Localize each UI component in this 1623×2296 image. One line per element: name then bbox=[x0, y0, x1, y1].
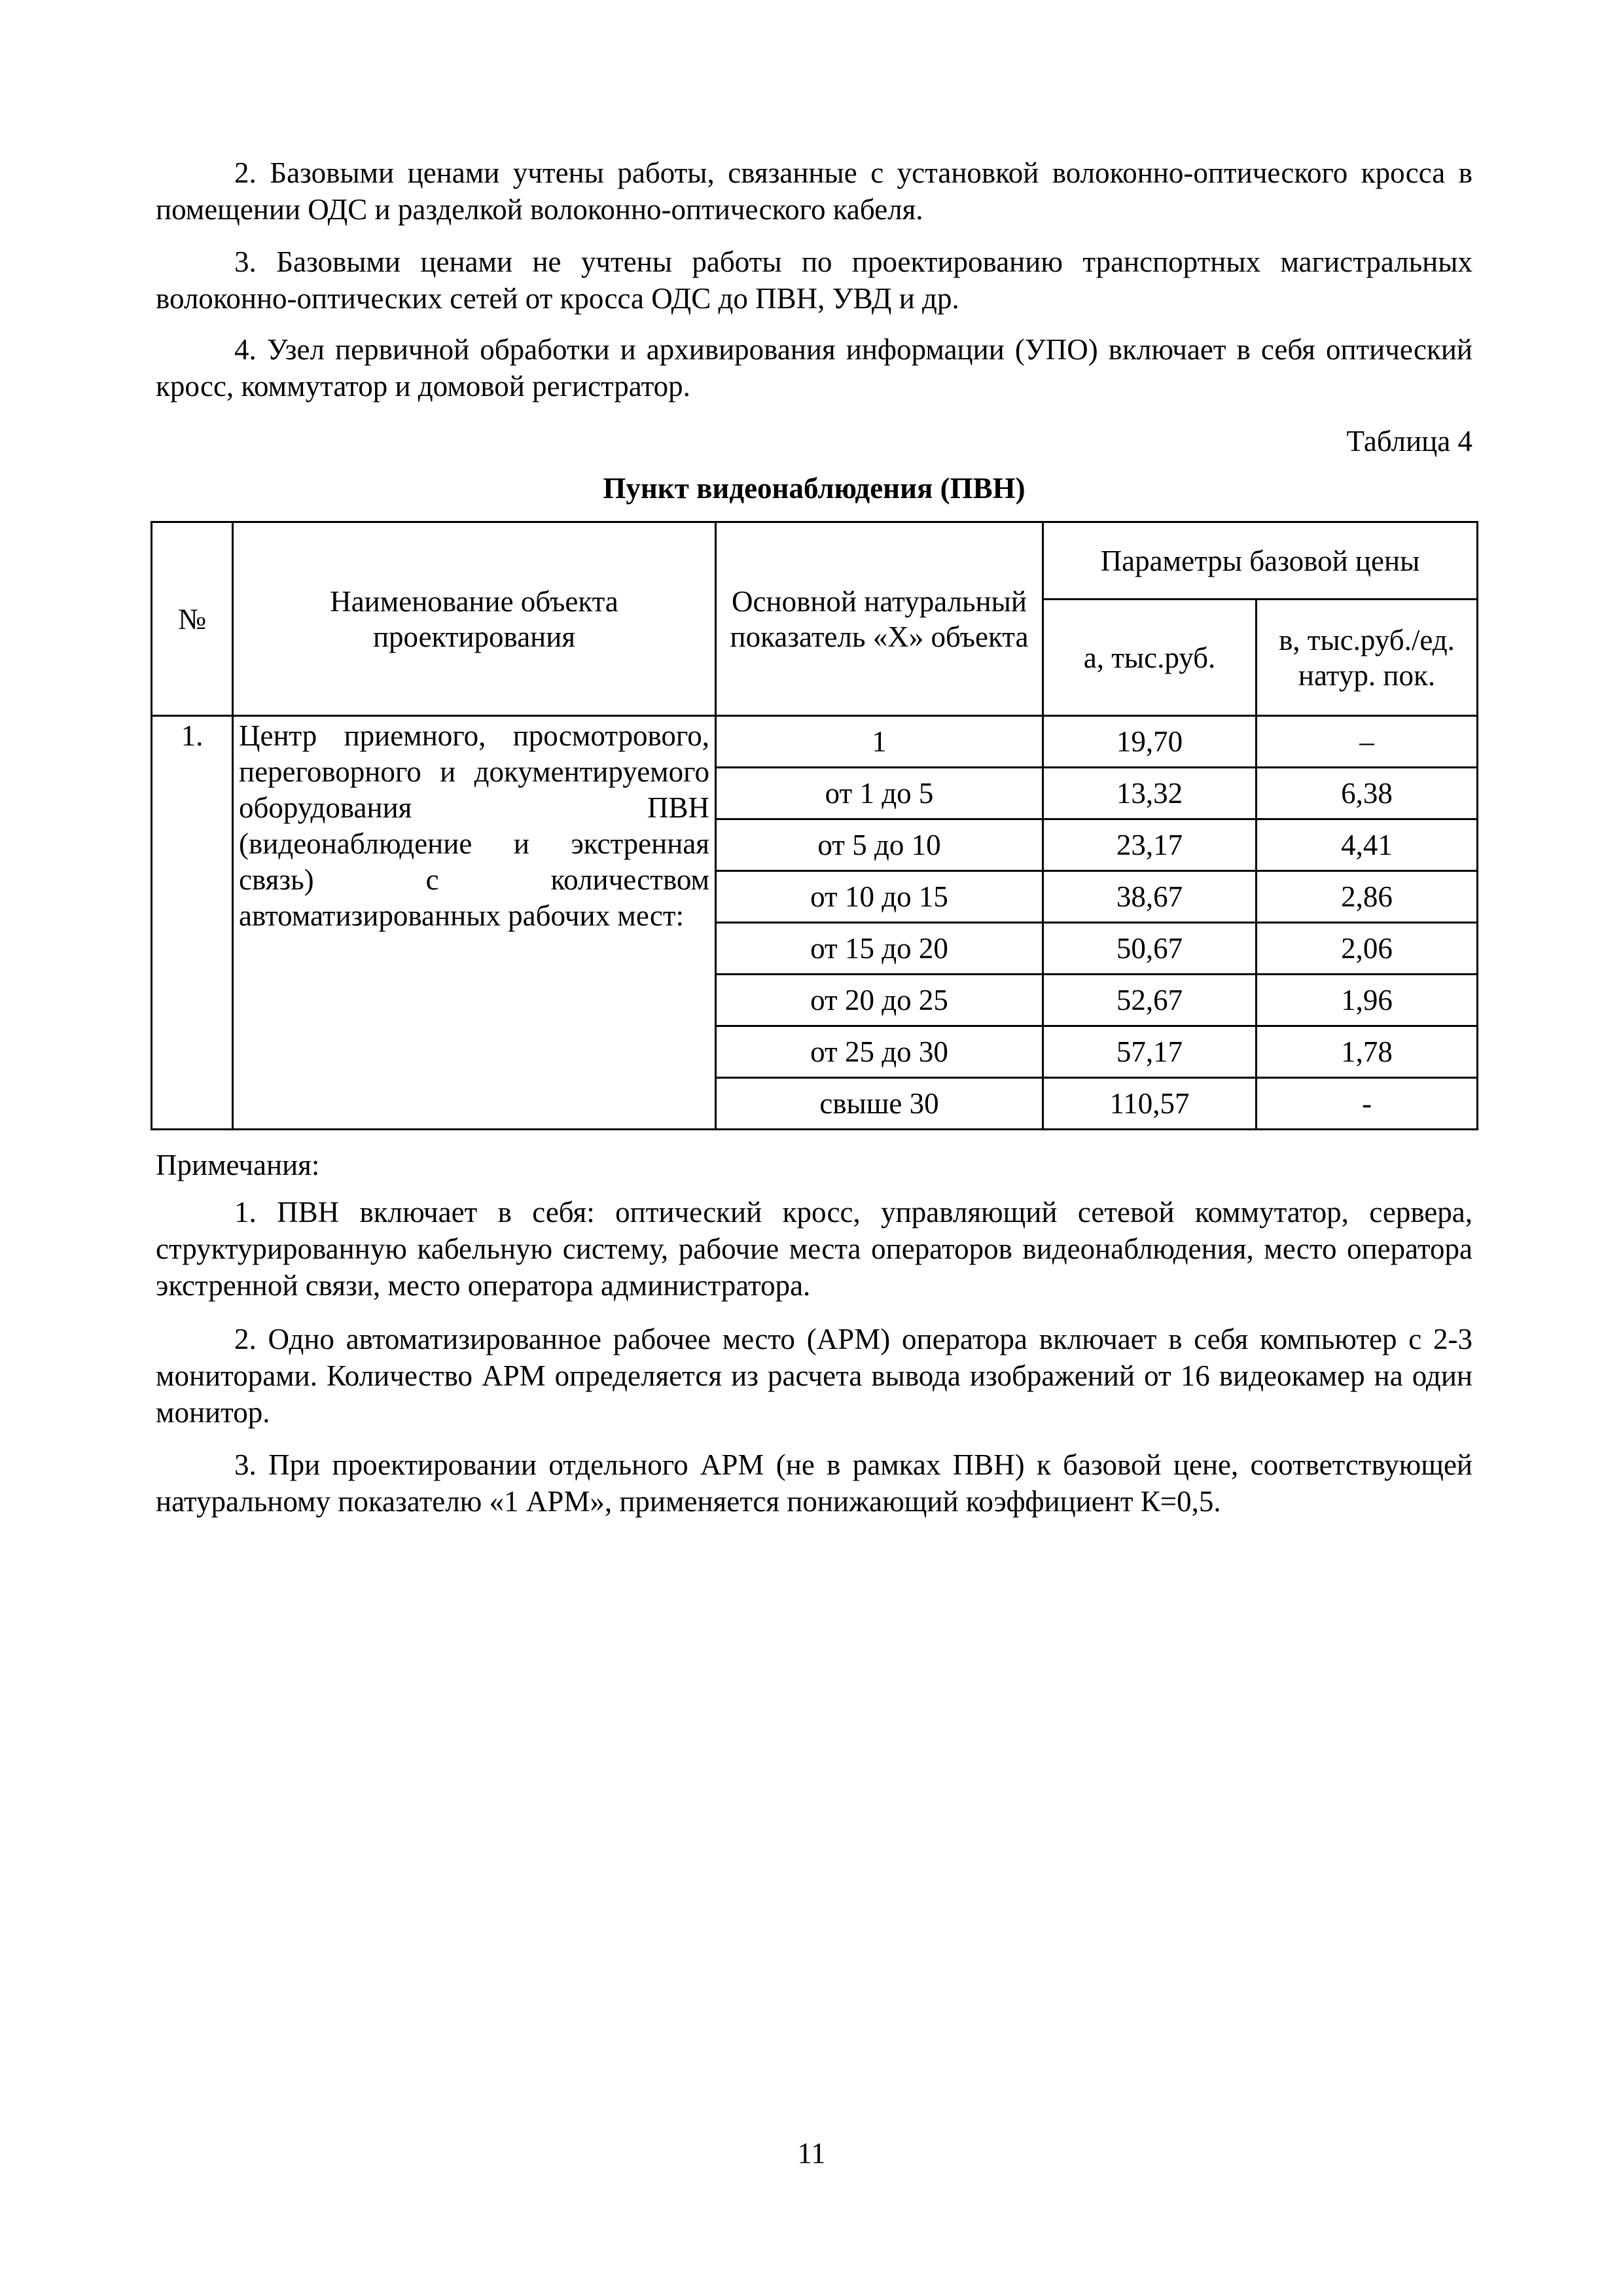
cell-indicator: от 5 до 10 bbox=[716, 819, 1043, 871]
table-header-row bbox=[152, 522, 1478, 600]
cell-param-b: 2,86 bbox=[1257, 871, 1478, 923]
page-number: 11 bbox=[797, 2137, 826, 2170]
cell-indicator: от 1 до 5 bbox=[716, 768, 1043, 819]
cell-param-b: 1,96 bbox=[1257, 975, 1478, 1026]
header-param-a: а, тыс.руб. bbox=[1043, 600, 1257, 716]
cell-param-a: 50,67 bbox=[1043, 923, 1257, 975]
cell-param-b: 4,41 bbox=[1257, 819, 1478, 871]
cell-param-b: – bbox=[1257, 716, 1478, 768]
cell-param-a: 19,70 bbox=[1043, 716, 1257, 768]
cell-param-b: 1,78 bbox=[1257, 1026, 1478, 1078]
cell-indicator: от 10 до 15 bbox=[716, 871, 1043, 923]
header-natural-indicator: Основной натуральный показатель «X» объекта bbox=[716, 522, 1043, 716]
paragraph-upo-node: 4. Узел первичной обработки и архивирования информации (УПО) включает в себя оптический кросс, коммутатор и домовой регистратор. bbox=[156, 333, 1472, 403]
notes-title: Примечания: bbox=[156, 1149, 320, 1181]
cell-indicator: от 20 до 25 bbox=[716, 975, 1043, 1026]
header-object-name: Наименование объекта проектирования bbox=[233, 522, 716, 716]
cell-param-b: 2,06 bbox=[1257, 923, 1478, 975]
note-3: 3. При проектировании отдельного АРМ (не в рамках ПВН) к базовой цене, соответствующей натуральному показателю «1 АРМ», применяется понижающий коэффициент К=0,5. bbox=[156, 1448, 1472, 1518]
table-row bbox=[152, 716, 1478, 768]
cell-indicator: от 15 до 20 bbox=[716, 923, 1043, 975]
table-number: Таблица 4 bbox=[1346, 425, 1472, 457]
item-name: Центр приемного, просмотрового, переговорного и документируемого оборудования ПВН (видеонаблюдение и экстренная связь) с количеством автоматизированных рабочих мест: bbox=[233, 716, 716, 1130]
paragraph-base-prices-excluded: 3. Базовыми ценами не учтены работы по проектированию транспортных магистральных волоконно-оптических сетей от кросса ОДС до ПВН, УВД и др. bbox=[156, 245, 1472, 315]
cell-indicator: свыше 30 bbox=[716, 1078, 1043, 1130]
cell-param-a: 110,57 bbox=[1043, 1078, 1257, 1130]
cell-param-a: 52,67 bbox=[1043, 975, 1257, 1026]
table-title: Пункт видеонаблюдения (ПВН) bbox=[603, 472, 1026, 505]
header-number: № bbox=[152, 522, 233, 716]
cell-param-b: - bbox=[1257, 1078, 1478, 1130]
cell-param-a: 13,32 bbox=[1043, 768, 1257, 819]
cell-param-a: 57,17 bbox=[1043, 1026, 1257, 1078]
note-1: 1. ПВН включает в себя: оптический кросс, управляющий сетевой коммутатор, сервера, структурированную кабельную систему, рабочие места операторов видеонаблюдения, место оператора экстренной связи, место оператора администратора. bbox=[156, 1196, 1472, 1302]
cell-param-a: 23,17 bbox=[1043, 819, 1257, 871]
paragraph-base-prices-included: 2. Базовыми ценами учтены работы, связанные с установкой волоконно-оптического кросса в помещении ОДС и разделкой волоконно-оптического кабеля. bbox=[156, 156, 1472, 226]
price-table bbox=[151, 521, 1478, 1130]
note-2: 2. Одно автоматизированное рабочее место (АРМ) оператора включает в себя компьютер с 2-3 мониторами. Количество АРМ определяется из расчета вывода изображений от 16 видеокамер на один монитор. bbox=[156, 1323, 1472, 1429]
header-price-parameters: Параметры базовой цены bbox=[1043, 522, 1478, 600]
cell-param-a: 38,67 bbox=[1043, 871, 1257, 923]
item-number: 1. bbox=[152, 716, 233, 1130]
cell-indicator: 1 bbox=[716, 716, 1043, 768]
cell-indicator: от 25 до 30 bbox=[716, 1026, 1043, 1078]
header-param-b: в, тыс.руб./ед. натур. пок. bbox=[1257, 600, 1478, 716]
cell-param-b: 6,38 bbox=[1257, 768, 1478, 819]
